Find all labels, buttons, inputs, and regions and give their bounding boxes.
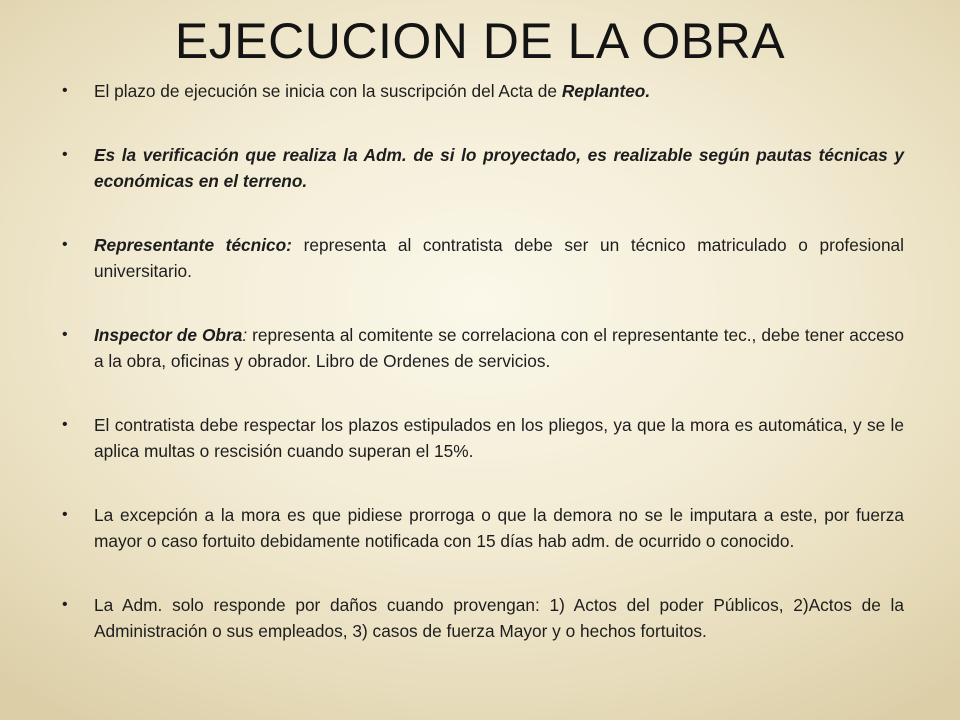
bullet-emphasis: Representante técnico: [94, 235, 292, 255]
bullet-marker: • [62, 326, 68, 343]
bullet-text: La Adm. solo responde por daños cuando provengan: 1) Actos del poder Públicos, 2)Actos de la Administración o sus empleados, 3) casos de fuerza Mayor y o hechos fortuitos. [94, 595, 904, 641]
bullet-adm-responde [62, 592, 904, 644]
bullet-emphasis: Es la verificación que realiza la Adm. de si lo proyectado, es realizable según pautas técnicas y económicas en el terreno. [94, 145, 904, 191]
bullet-marker: • [62, 236, 68, 253]
bullet-text: representa al contratista debe ser un técnico matriculado o profesional universitario. [94, 235, 905, 281]
bullet-italic-colon: : [242, 325, 248, 345]
slide-title: EJECUCION DE LA OBRA [174, 13, 786, 69]
bullet-list [62, 78, 904, 644]
bullet-inspector-obra [62, 322, 904, 374]
bullet-marker: • [62, 146, 68, 163]
bullet-text: La excepción a la mora es que pidiese prorroga o que la demora no se le imputara a este, por fuerza mayor o caso fortuito debidamente notificada con 15 días hab adm. de ocurrido o conocido. [94, 505, 904, 551]
bullet-marker: • [62, 506, 68, 523]
bullet-marker: • [62, 82, 68, 99]
bullet-verificacion [62, 142, 904, 194]
bullet-text: representa al comitente se correlaciona con el representante tec., debe tener acceso a la obra, oficinas y obrador. Libro de Ordenes de servicios. [94, 325, 904, 371]
bullet-plazo-ejecucion [62, 78, 904, 104]
bullet-representante-tecnico [62, 232, 904, 284]
bullet-excepcion-mora [62, 502, 904, 554]
bullet-emphasis: Inspector de Obra [94, 325, 243, 345]
bullet-emphasis: Replanteo. [561, 81, 651, 101]
bullet-text: El plazo de ejecución se inicia con la suscripción del Acta de [94, 81, 562, 101]
bullet-text: El contratista debe respectar los plazos estipulados en los pliegos, ya que la mora es automática, y se le aplica multas o rescisión cuando superan el 15%. [94, 415, 904, 461]
bullet-contratista-plazos [62, 412, 904, 464]
bullet-marker: • [62, 596, 68, 613]
bullet-marker: • [62, 416, 68, 433]
